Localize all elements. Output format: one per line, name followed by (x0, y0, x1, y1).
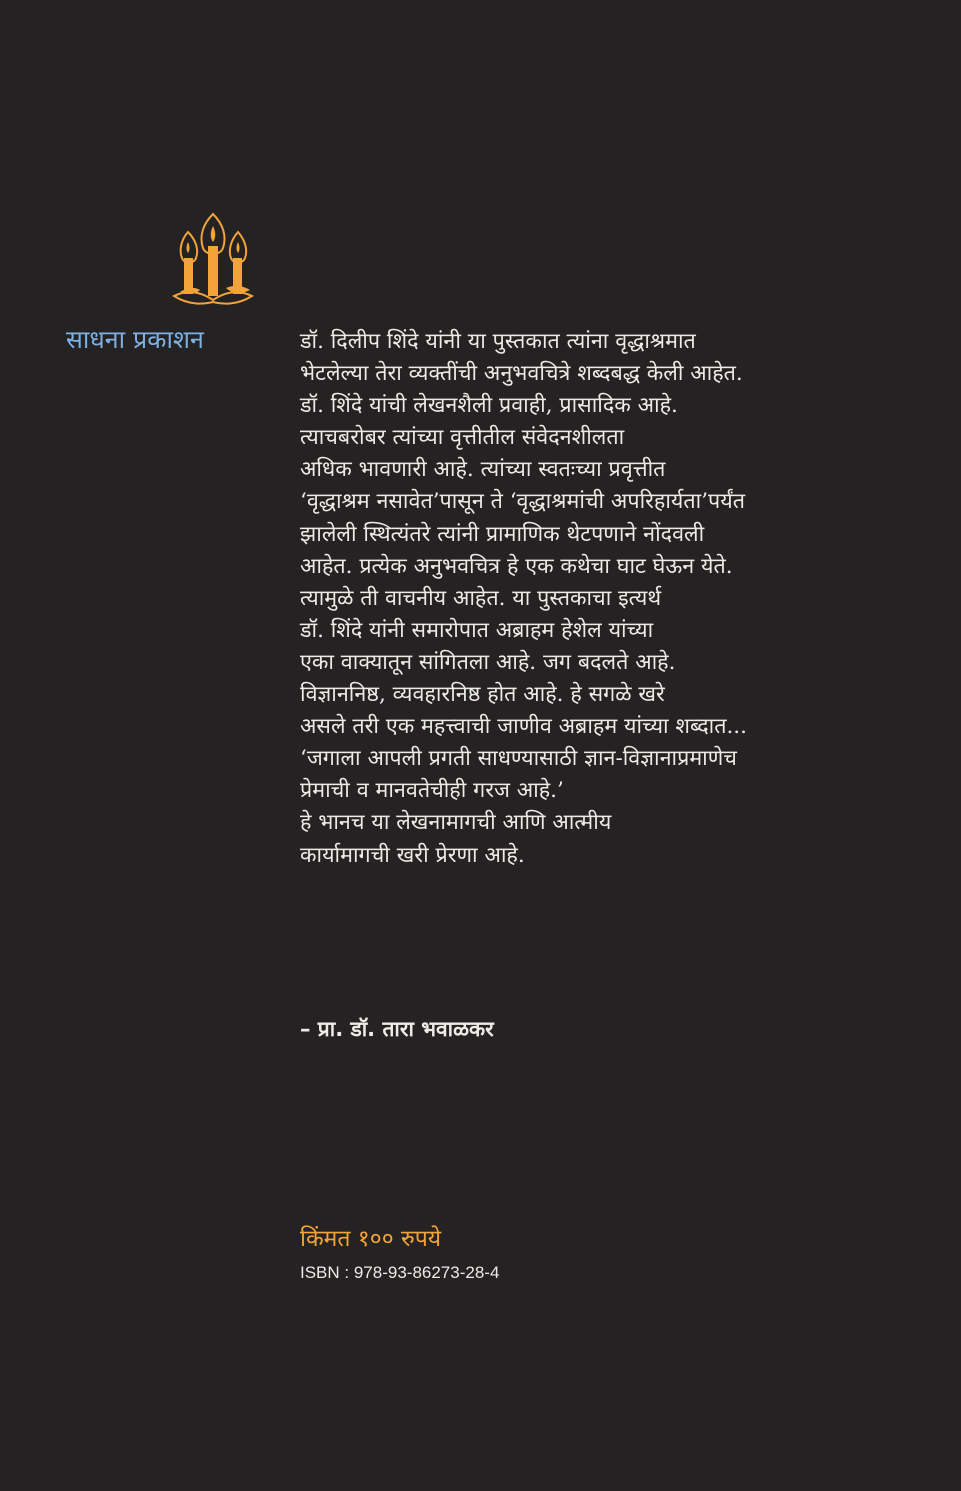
blurb-line: डॉ. शिंदे यांनी समारोपात अब्राहम हेशेल यांच्या (300, 617, 654, 643)
isbn-label: ISBN : 978-93-86273-28-4 (300, 1263, 500, 1282)
blurb-line: भेटलेल्या तेरा व्यक्तींची अनुभवचित्रे शब्दबद्ध केली आहेत. (300, 361, 743, 387)
blurb-line: एका वाक्यातून सांगितला आहे. जग बदलते आहे. (300, 649, 676, 675)
blurb-line: ‘जगाला आपली प्रगती साधण्यासाठी ज्ञान-विज्ञानाप्रमाणेच (300, 746, 737, 772)
blurb-line: असले तरी एक महत्त्वाची जाणीव अब्राहम यांच्या शब्दात... (300, 714, 747, 740)
publisher-name: साधना प्रकाशन (66, 325, 204, 354)
blurb-line: ‘वृद्धाश्रम नसावेत’पासून ते ‘वृद्धाश्रमांची अपरिहार्यता’पर्यंत (300, 489, 745, 515)
blurb-line: त्याचबरोबर त्यांच्या वृत्तीतील संवेदनशीलता (300, 425, 625, 451)
blurb-attribution: – प्रा. डॉ. तारा भवाळकर (300, 1017, 494, 1041)
blurb-line: अधिक भावणारी आहे. त्यांच्या स्वतःच्या प्रवृत्तीत (300, 457, 666, 483)
candles-logo-icon (170, 210, 256, 310)
blurb-line: हे भानच या लेखनामागची आणि आत्मीय (300, 810, 612, 836)
blurb-line: विज्ञाननिष्ठ, व्यवहारनिष्ठ होत आहे. हे सगळे खरे (300, 682, 665, 708)
blurb-line: आहेत. प्रत्येक अनुभवचित्र हे एक कथेचा घाट घेऊन येते. (300, 553, 733, 579)
blurb-text (300, 326, 920, 872)
blurb-line: डॉ. शिंदे यांची लेखनशैली प्रवाही, प्रासादिक आहे. (300, 393, 678, 419)
blurb-line: कार्यामागची खरी प्रेरणा आहे. (300, 842, 525, 868)
blurb-line: त्यामुळे ती वाचनीय आहेत. या पुस्तकाचा इत्यर्थ (300, 585, 662, 611)
price-label: किंमत १०० रुपये (300, 1226, 442, 1252)
blurb-line: डॉ. दिलीप शिंदे यांनी या पुस्तकात त्यांना वृद्धाश्रमात (300, 329, 696, 354)
blurb-line: प्रेमाची व मानवतेचीही गरज आहे.’ (300, 778, 564, 804)
blurb-line: झालेली स्थित्यंतरे त्यांनी प्रामाणिक थेटपणाने नोंदवली (300, 521, 705, 547)
